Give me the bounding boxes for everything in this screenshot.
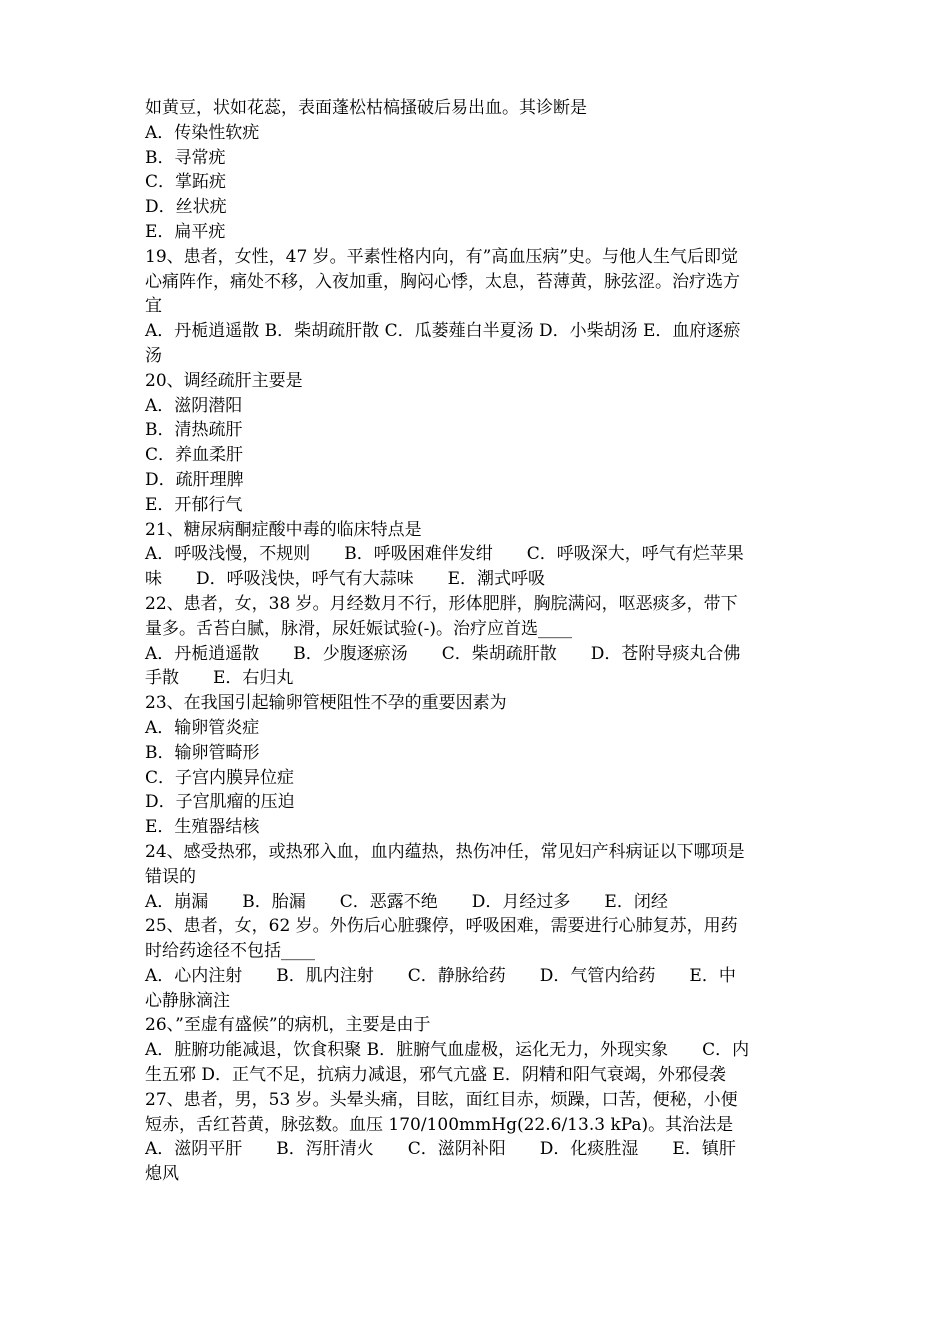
question-23: 23、在我国引起输卵管梗阻性不孕的重要因素为 [145, 693, 507, 714]
question-19: 19、患者，女性，47 岁。平素性格内向，有”高血压病”史。与他人生气后即觉 [145, 246, 739, 267]
question-26: 26、”至虚有盛候”的病机，主要是由于 [145, 1015, 431, 1036]
option-line: A．丹栀逍遥散 B．少腹逐瘀汤 C．柴胡疏肝散 D．苍附导痰丸合佛 [145, 643, 741, 664]
text-line: 量多。舌苔白腻，脉滑，尿妊娠试验(-)。治疗应首选____ [145, 618, 573, 639]
option-line: 手散 E．右归丸 [145, 668, 294, 689]
question-22: 22、患者，女，38 岁。月经数月不行，形体肥胖，胸脘满闷，呕恶痰多，带下 [145, 593, 738, 614]
text-line: 错误的 [145, 866, 196, 887]
option-line: 生五邪 D．正气不足，抗病力减退，邪气亢盛 E．阴精和阳气衰竭，外邪侵袭 [145, 1065, 726, 1086]
document-page [145, 96, 815, 1187]
option-line: A．心内注射 B．肌内注射 C．静脉给药 D．气管内给药 E．中 [145, 965, 736, 986]
option-line: C．子宫内膜异位症 [145, 767, 295, 788]
text-line: 时给药途径不包括____ [145, 941, 315, 962]
text-line: 如黄豆，状如花蕊，表面蓬松枯槁搔破后易出血。其诊断是 [145, 98, 587, 118]
option-line: C．掌跖疣 [145, 172, 227, 193]
option-line: C．养血柔肝 [145, 445, 244, 466]
option-line: A．传染性软疣 [145, 122, 260, 143]
option-line: E．生殖器结核 [145, 817, 260, 838]
question-25: 25、患者，女，62 岁。外伤后心脏骤停，呼吸困难，需要进行心肺复苏，用药 [145, 916, 738, 937]
option-line: B．清热疏肝 [145, 420, 243, 441]
option-line: D．子宫肌瘤的压迫 [145, 792, 295, 813]
option-line: A．呼吸浅慢，不规则 B．呼吸困难伴发绀 C．呼吸深大，呼气有烂苹果 [145, 544, 744, 565]
option-line: A．滋阴平肝 B．泻肝清火 C．滋阴补阳 D．化痰胜湿 E．镇肝 [145, 1139, 736, 1160]
question-20: 20、调经疏肝主要是 [145, 370, 303, 391]
text-line: 心痛阵作，痛处不移，入夜加重，胸闷心悸，太息，苔薄黄，脉弦涩。治疗选方 [145, 271, 740, 292]
option-line: A．脏腑功能减退，饮食积聚 B．脏腑气血虚极，运化无力，外现实象 C．内 [145, 1040, 750, 1061]
option-line: 味 D．呼吸浅快，呼气有大蒜味 E．潮式呼吸 [145, 569, 546, 590]
option-line: 熄风 [145, 1164, 179, 1185]
option-line: A．崩漏 B．胎漏 C．恶露不绝 D．月经过多 E．闭经 [145, 891, 668, 912]
question-24: 24、感受热邪，或热邪入血，血内蕴热，热伤冲任，常见妇产科病证以下哪项是 [145, 841, 745, 862]
option-line: A．滋阴潜阳 [145, 395, 243, 416]
option-line: B．输卵管畸形 [145, 742, 260, 763]
option-line: D．疏肝理脾 [145, 469, 244, 490]
option-line: A．丹栀逍遥散 B．柴胡疏肝散 C．瓜蒌薤白半夏汤 D．小柴胡汤 E．血府逐瘀 [145, 321, 741, 342]
text-line: 短赤，舌红苔黄，脉弦数。血压 170/100mmHg(22.6/13.3 kPa)。其治法是 [145, 1114, 734, 1135]
option-line: E．扁平疣 [145, 221, 226, 242]
option-line: 心静脉滴注 [145, 990, 230, 1011]
option-line: A．输卵管炎症 [145, 717, 260, 738]
option-line: E．开郁行气 [145, 494, 243, 515]
text-line: 宜 [145, 296, 162, 317]
option-line: B．寻常疣 [145, 147, 226, 168]
question-27: 27、患者，男，53 岁。头晕头痛，目眩，面红目赤，烦躁，口苦，便秘，小便 [145, 1089, 738, 1110]
question-21: 21、糖尿病酮症酸中毒的临床特点是 [145, 519, 422, 540]
option-line: 汤 [145, 345, 162, 366]
option-line: D．丝状疣 [145, 197, 227, 218]
